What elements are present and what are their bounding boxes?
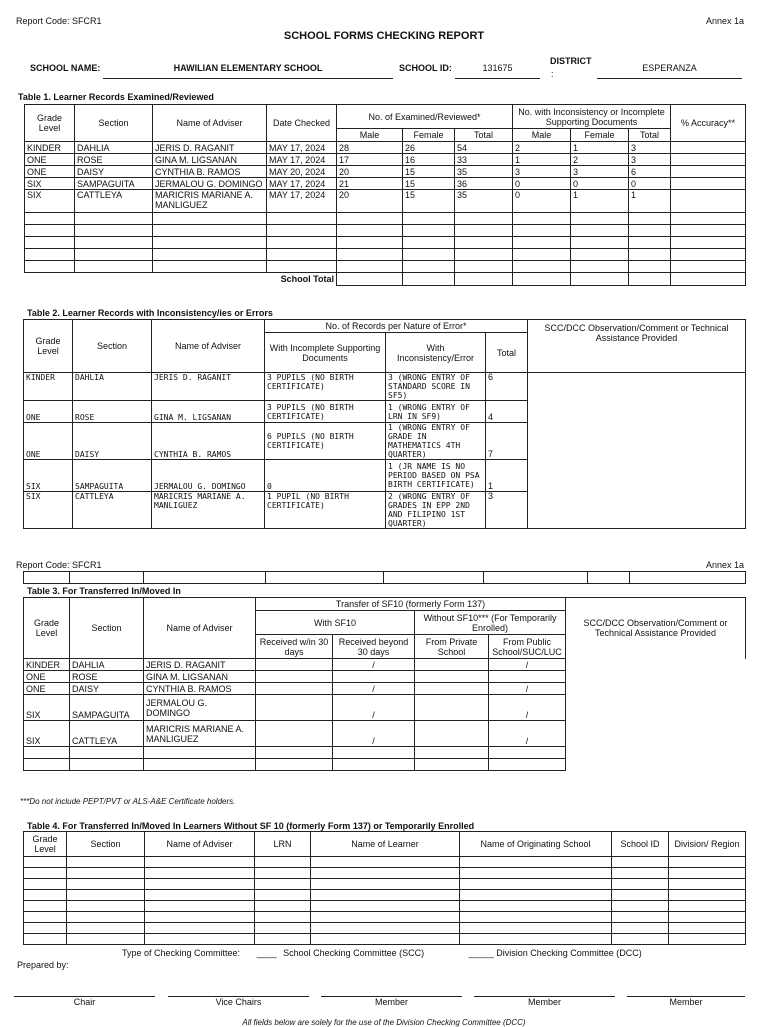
district-label: DISTRICT: [550, 56, 592, 66]
t1-h-date: Date Checked: [267, 105, 337, 142]
inc-female-cell: 2: [571, 154, 629, 166]
t4-h-schoolid: School ID: [612, 832, 669, 857]
table-row: [25, 154, 746, 166]
scc-checkbox-blank[interactable]: ____: [256, 948, 277, 958]
section-cell: DAHLIA: [73, 373, 152, 401]
t1-h-inc-female: Female: [571, 129, 629, 142]
t1-h-female: Female: [403, 129, 455, 142]
table-row-empty: [24, 759, 746, 771]
chair-label: Chair: [73, 997, 96, 1007]
private-cell: [415, 721, 489, 747]
adviser-cell: JERMALOU G. DOMINGO: [144, 695, 256, 721]
inc-total-cell: 3: [629, 154, 671, 166]
total-cell: 1: [486, 460, 528, 492]
table3-note: ***Do not include PEPT/PVT or ALS-A&E Certificate holders.: [20, 797, 236, 806]
district-line: [597, 78, 742, 79]
table-row-empty: [24, 934, 746, 945]
t3-h-without: Without SF10*** (For Temporarily Enrolled): [415, 611, 566, 635]
total-cell: 3: [486, 492, 528, 529]
grade-cell: SIX: [24, 695, 70, 721]
female-cell: 15: [403, 190, 455, 213]
t3-h-observation: SCC/DCC Observation/Comment or Technical Assistance Provided: [566, 598, 746, 659]
table-row-empty: [24, 890, 746, 901]
incomplete-cell: 3 PUPILS (NO BIRTH CERTIFICATE): [265, 373, 386, 401]
t4-h-grade: Grade Level: [24, 832, 67, 857]
table-row-empty: [24, 901, 746, 912]
t1-h-grade: Grade Level: [25, 105, 75, 142]
section-cell: DAHLIA: [70, 659, 144, 671]
date-cell: MAY 17, 2024: [267, 178, 337, 190]
table-row: [24, 671, 746, 683]
table4: [23, 831, 746, 945]
table-row: [24, 659, 746, 671]
public-cell: /: [489, 683, 566, 695]
within-cell: [256, 659, 333, 671]
member-label-1: Member: [374, 997, 408, 1007]
grade-cell: SIX: [24, 460, 73, 492]
dcc-label: Division Checking Committee (DCC): [496, 948, 642, 958]
t4-h-adviser: Name of Adviser: [145, 832, 255, 857]
adviser-cell: CYNTHIA B. RAMOS: [152, 423, 265, 460]
t4-h-learner: Name of Learner: [311, 832, 460, 857]
error-cell: 1 (WRONG ENTRY OF LRN IN SF9): [386, 401, 486, 423]
t1-h-adviser: Name of Adviser: [153, 105, 267, 142]
adviser-cell: MARICRIS MARIANE A. MANLIGUEZ: [144, 721, 256, 747]
inc-female-cell: 3: [571, 166, 629, 178]
grade-cell: ONE: [24, 401, 73, 423]
table-row: [25, 178, 746, 190]
table-row: [24, 683, 746, 695]
table-row-empty: [25, 213, 746, 225]
beyond-cell: /: [333, 721, 415, 747]
total-cell: 6: [486, 373, 528, 401]
annex-label-2: Annex 1a: [705, 560, 744, 570]
section-cell: DAISY: [75, 166, 153, 178]
grade-cell: SIX: [24, 492, 73, 529]
t3-h-within: Received w/in 30 days: [256, 635, 333, 659]
error-cell: 1 (JR NAME IS NO PERIOD BASED ON PSA BIRTH CERTIFICATE): [386, 460, 486, 492]
total-cell: 36: [455, 178, 513, 190]
total-cell: 35: [455, 166, 513, 178]
dcc-checkbox-blank[interactable]: _____: [468, 948, 494, 958]
district-value: ESPERANZA: [642, 63, 697, 73]
school-total-label: School Total: [25, 273, 337, 286]
date-cell: MAY 20, 2024: [267, 166, 337, 178]
date-cell: MAY 17, 2024: [267, 142, 337, 154]
accuracy-cell: [671, 142, 746, 154]
total-cell: 7: [486, 423, 528, 460]
section-cell: DAHLIA: [75, 142, 153, 154]
school-name-line: [103, 78, 393, 79]
t3-h-grade: Grade Level: [24, 598, 70, 659]
t2-h-adviser: Name of Adviser: [152, 320, 265, 373]
scc-label: School Checking Committee (SCC): [283, 948, 425, 958]
section-cell: SAMPAGUITA: [70, 695, 144, 721]
table-row-empty: [25, 249, 746, 261]
female-cell: 15: [403, 178, 455, 190]
adviser-cell: CYNTHIA B. RAMOS: [144, 683, 256, 695]
observation-cell: [528, 373, 746, 529]
t2-h-total: Total: [486, 333, 528, 373]
inc-total-cell: 0: [629, 178, 671, 190]
inc-total-cell: 1: [629, 190, 671, 213]
section-cell: CATTLEYA: [70, 721, 144, 747]
grade-cell: ONE: [25, 154, 75, 166]
table-row: [25, 142, 746, 154]
t3-h-section: Section: [70, 598, 144, 659]
section-cell: ROSE: [75, 154, 153, 166]
section-cell: DAISY: [70, 683, 144, 695]
accuracy-cell: [671, 178, 746, 190]
inc-male-cell: 0: [513, 190, 571, 213]
section-cell: CATTLEYA: [73, 492, 152, 529]
section-cell: SAMPAGUITA: [73, 460, 152, 492]
table-row: [25, 166, 746, 178]
accuracy-cell: [671, 190, 746, 213]
table-row: [24, 721, 746, 747]
inc-total-cell: 3: [629, 142, 671, 154]
t2-h-error: With Inconsistency/Error: [386, 333, 486, 373]
public-cell: [489, 671, 566, 683]
committee-type-label: Type of Checking Committee:: [122, 948, 241, 958]
grade-cell: SIX: [25, 190, 75, 213]
page2-strip: [23, 571, 746, 584]
inc-male-cell: 2: [513, 142, 571, 154]
table2-caption: Table 2. Learner Records with Inconsistency/ies or Errors: [27, 308, 273, 318]
report-code: Report Code: SFCR1: [16, 16, 102, 26]
adviser-cell: JERMALOU G. DOMINGO: [153, 178, 267, 190]
grade-cell: KINDER: [25, 142, 75, 154]
total-cell: 4: [486, 401, 528, 423]
section-cell: CATTLEYA: [75, 190, 153, 213]
school-id-line: [455, 78, 540, 79]
beyond-cell: [333, 671, 415, 683]
table-row: [24, 373, 746, 401]
table-row-empty: [24, 868, 746, 879]
t2-h-section: Section: [73, 320, 152, 373]
t1-h-male: Male: [337, 129, 403, 142]
grade-cell: SIX: [25, 178, 75, 190]
table-row-empty: [24, 747, 746, 759]
beyond-cell: /: [333, 695, 415, 721]
adviser-cell: JERIS D. RAGANIT: [153, 142, 267, 154]
section-cell: DAISY: [73, 423, 152, 460]
female-cell: 26: [403, 142, 455, 154]
private-cell: [415, 671, 489, 683]
public-cell: /: [489, 695, 566, 721]
inc-male-cell: 1: [513, 154, 571, 166]
accuracy-cell: [671, 154, 746, 166]
date-cell: MAY 17, 2024: [267, 154, 337, 166]
section-cell: ROSE: [73, 401, 152, 423]
t1-h-accuracy: % Accuracy**: [671, 105, 746, 142]
male-cell: 21: [337, 178, 403, 190]
table-row-empty: [25, 237, 746, 249]
t2-h-observation: SCC/DCC Observation/Comment or Technical Assistance Provided: [528, 320, 746, 373]
adviser-cell: JERMALOU G. DOMINGO: [152, 460, 265, 492]
within-cell: [256, 721, 333, 747]
grade-cell: ONE: [25, 166, 75, 178]
error-cell: 2 (WRONG ENTRY OF GRADES IN EPP 2ND AND FILIPINO 1ST QUARTER): [386, 492, 486, 529]
t4-h-division: Division/ Region: [669, 832, 746, 857]
table-row-empty: [25, 261, 746, 273]
inc-total-cell: 6: [629, 166, 671, 178]
section-cell: SAMPAGUITA: [75, 178, 153, 190]
male-cell: 20: [337, 166, 403, 178]
incomplete-cell: 1 PUPIL (NO BIRTH CERTIFICATE): [265, 492, 386, 529]
adviser-cell: GINA M. LIGSANAN: [152, 401, 265, 423]
date-cell: MAY 17, 2024: [267, 190, 337, 213]
within-cell: [256, 683, 333, 695]
adviser-cell: MARICRIS MARIANE A. MANLIGUEZ: [152, 492, 265, 529]
adviser-cell: JERIS D. RAGANIT: [152, 373, 265, 401]
male-cell: 17: [337, 154, 403, 166]
incomplete-cell: 6 PUPILS (NO BIRTH CERTIFICATE): [265, 423, 386, 460]
table3: [23, 597, 746, 771]
t3-h-adviser: Name of Adviser: [144, 598, 256, 659]
grade-cell: ONE: [24, 671, 70, 683]
male-cell: 28: [337, 142, 403, 154]
school-id-value: 131675: [482, 63, 513, 73]
inc-female-cell: 0: [571, 178, 629, 190]
error-cell: 3 (WRONG ENTRY OF STANDARD SCORE IN SF5): [386, 373, 486, 401]
page-title: SCHOOL FORMS CHECKING REPORT: [283, 30, 485, 42]
error-cell: 1 (WRONG ENTRY OF GRADE IN MATHEMATICS 4TH QUARTER): [386, 423, 486, 460]
inc-female-cell: 1: [571, 190, 629, 213]
t4-h-section: Section: [67, 832, 145, 857]
private-cell: [415, 683, 489, 695]
prepared-by: Prepared by:: [17, 960, 69, 970]
table2: [23, 319, 746, 529]
public-cell: /: [489, 721, 566, 747]
total-cell: 54: [455, 142, 513, 154]
t1-h-section: Section: [75, 105, 153, 142]
female-cell: 16: [403, 154, 455, 166]
school-name-label: SCHOOL NAME:: [30, 63, 101, 73]
public-cell: /: [489, 659, 566, 671]
within-cell: [256, 695, 333, 721]
t3-h-transfer: Transfer of SF10 (formerly Form 137): [256, 598, 566, 611]
table1-caption: Table 1. Learner Records Examined/Reviewed: [18, 92, 214, 102]
school-name-value: HAWILIAN ELEMENTARY SCHOOL: [173, 63, 323, 73]
t1-h-inconsistency: No. with Inconsistency or Incomplete Supporting Documents: [513, 105, 671, 129]
adviser-cell: CYNTHIA B. RAMOS: [153, 166, 267, 178]
adviser-cell: GINA M. LIGSANAN: [153, 154, 267, 166]
table4-caption: Table 4. For Transferred In/Moved In Learners Without SF 10 (formerly Form 137) or Temporarily Enrolled: [27, 821, 475, 831]
accuracy-cell: [671, 166, 746, 178]
member-label-3: Member: [669, 997, 703, 1007]
table3-caption: Table 3. For Transferred In/Moved In: [27, 586, 181, 596]
table-row-empty: [25, 225, 746, 237]
incomplete-cell: 3 PUPILS (NO BIRTH CERTIFICATE): [265, 401, 386, 423]
t3-h-beyond: Received beyond 30 days: [333, 635, 415, 659]
table-row-empty: [24, 912, 746, 923]
school-id-label: SCHOOL ID:: [399, 63, 452, 73]
beyond-cell: /: [333, 659, 415, 671]
inc-male-cell: 0: [513, 178, 571, 190]
vice-chairs-label: Vice Chairs: [215, 997, 262, 1007]
adviser-cell: JERIS D. RAGANIT: [144, 659, 256, 671]
section-cell: ROSE: [70, 671, 144, 683]
t1-h-examined: No. of Examined/Reviewed*: [337, 105, 513, 129]
t2-h-incomplete: With Incomplete Supporting Documents: [265, 333, 386, 373]
table-row-empty: [24, 923, 746, 934]
table-row-empty: [24, 879, 746, 890]
male-cell: 20: [337, 190, 403, 213]
table-row: [24, 695, 746, 721]
district-colon: :: [551, 69, 554, 79]
table-row-empty: [24, 857, 746, 868]
grade-cell: ONE: [24, 683, 70, 695]
t2-h-grade: Grade Level: [24, 320, 73, 373]
t1-h-total: Total: [455, 129, 513, 142]
inc-male-cell: 3: [513, 166, 571, 178]
within-cell: [256, 671, 333, 683]
private-cell: [415, 695, 489, 721]
grade-cell: KINDER: [24, 373, 73, 401]
t3-h-with: With SF10: [256, 611, 415, 635]
t1-h-inc-total: Total: [629, 129, 671, 142]
t4-h-lrn: LRN: [255, 832, 311, 857]
school-total-row: [25, 273, 746, 286]
incomplete-cell: 0: [265, 460, 386, 492]
adviser-cell: GINA M. LIGSANAN: [144, 671, 256, 683]
total-cell: 35: [455, 190, 513, 213]
t3-h-public: From Public School/SUC/LUC: [489, 635, 566, 659]
grade-cell: ONE: [24, 423, 73, 460]
report-code-2: Report Code: SFCR1: [16, 560, 102, 570]
grade-cell: KINDER: [24, 659, 70, 671]
t4-h-origin: Name of Originating School: [460, 832, 612, 857]
beyond-cell: /: [333, 683, 415, 695]
female-cell: 15: [403, 166, 455, 178]
annex-label: Annex 1a: [705, 16, 744, 26]
adviser-cell: MARICRIS MARIANE A. MANLIGUEZ: [153, 190, 267, 213]
t2-h-nature: No. of Records per Nature of Error*: [265, 320, 528, 333]
table1: [24, 104, 746, 286]
table-row: [25, 190, 746, 213]
grade-cell: SIX: [24, 721, 70, 747]
dcc-note: All fields below are solely for the use of the Division Checking Committee (DCC): [242, 1018, 526, 1027]
private-cell: [415, 659, 489, 671]
committee-type: [122, 948, 642, 958]
t1-h-inc-male: Male: [513, 129, 571, 142]
t3-h-private: From Private School: [415, 635, 489, 659]
total-cell: 33: [455, 154, 513, 166]
member-label-2: Member: [527, 997, 561, 1007]
inc-female-cell: 1: [571, 142, 629, 154]
